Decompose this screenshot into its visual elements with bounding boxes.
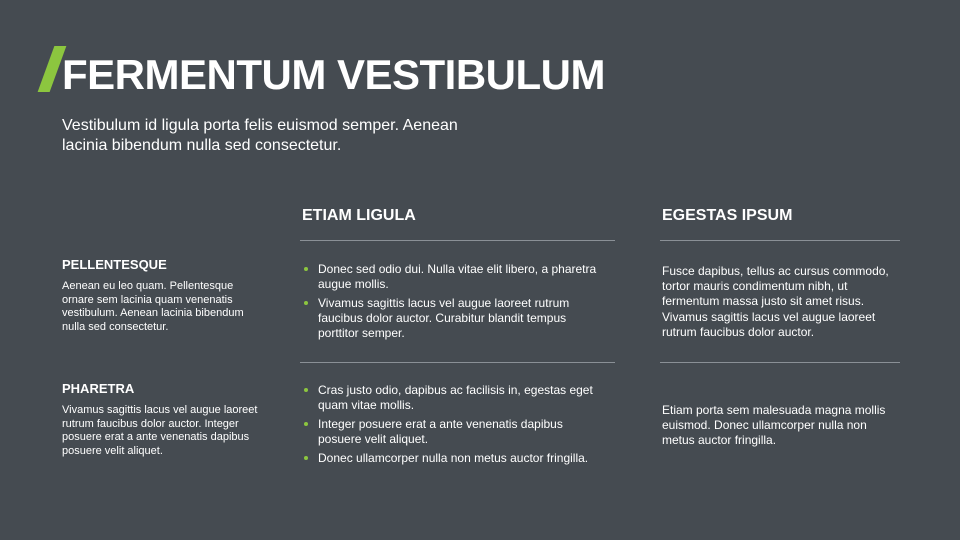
row-text-pharetra: Vivamus sagittis lacus vel augue laoreet rutrum faucibus dolor auctor. Integer posuere erat a ante venenatis dapibus posuere velit aliquet. [62,404,258,457]
cell-text-row-1: Fusce dapibus, tellus ac cursus commodo, tortor mauris condimentum nibh, ut fermentum massa justo sit amet risus. Vivamus sagittis lacus vel augue laoreet rutrum faucibus dolor auctor. [662,264,889,339]
bullet-list-row-2 [302,383,602,470]
bullet-dot-icon [304,267,308,271]
list-item-text: Vivamus sagittis lacus vel augue laoreet rutrum faucibus dolor auctor. Curabitur blandit tempus porttitor semper. [318,296,570,341]
list-item [302,296,602,342]
row-divider [660,362,900,363]
list-item-text: Donec ullamcorper nulla non metus auctor fringilla. [318,451,589,465]
column-heading-etiam-ligula: ETIAM LIGULA [302,207,416,224]
list-item [302,417,602,447]
row-divider [300,362,615,363]
list-item [302,383,602,413]
column-heading-egestas-ipsum: EGESTAS IPSUM [662,207,793,224]
slide-title: FERMENTUM VESTIBULUM [62,51,605,98]
column-divider [660,240,900,241]
row-heading-pharetra: PHARETRA [62,381,135,396]
bullet-list-row-1 [302,262,602,345]
row-heading-pellentesque: PELLENTESQUE [62,257,167,272]
slide-subtitle: Vestibulum id ligula porta felis euismod semper. Aenean lacinia bibendum nulla sed consectetur. [62,117,458,154]
list-item-text: Donec sed odio dui. Nulla vitae elit libero, a pharetra augue mollis. [318,262,597,292]
bullet-dot-icon [304,301,308,305]
column-divider [300,240,615,241]
list-item [302,451,602,466]
row-text-pellentesque: Aenean eu leo quam. Pellentesque ornare sem lacinia quam venenatis vestibulum. Aenean lacinia bibendum nulla sed consectetur. [62,280,244,333]
bullet-dot-icon [304,422,308,426]
list-item-text: Cras justo odio, dapibus ac facilisis in, egestas eget quam vitae mollis. [318,383,593,413]
cell-text-row-2: Etiam porta sem malesuada magna mollis euismod. Donec ullamcorper nulla non metus auctor fringilla. [662,403,886,448]
list-item [302,262,602,292]
bullet-dot-icon [304,456,308,460]
list-item-text: Integer posuere erat a ante venenatis dapibus posuere velit aliquet. [318,417,563,447]
bullet-dot-icon [304,388,308,392]
